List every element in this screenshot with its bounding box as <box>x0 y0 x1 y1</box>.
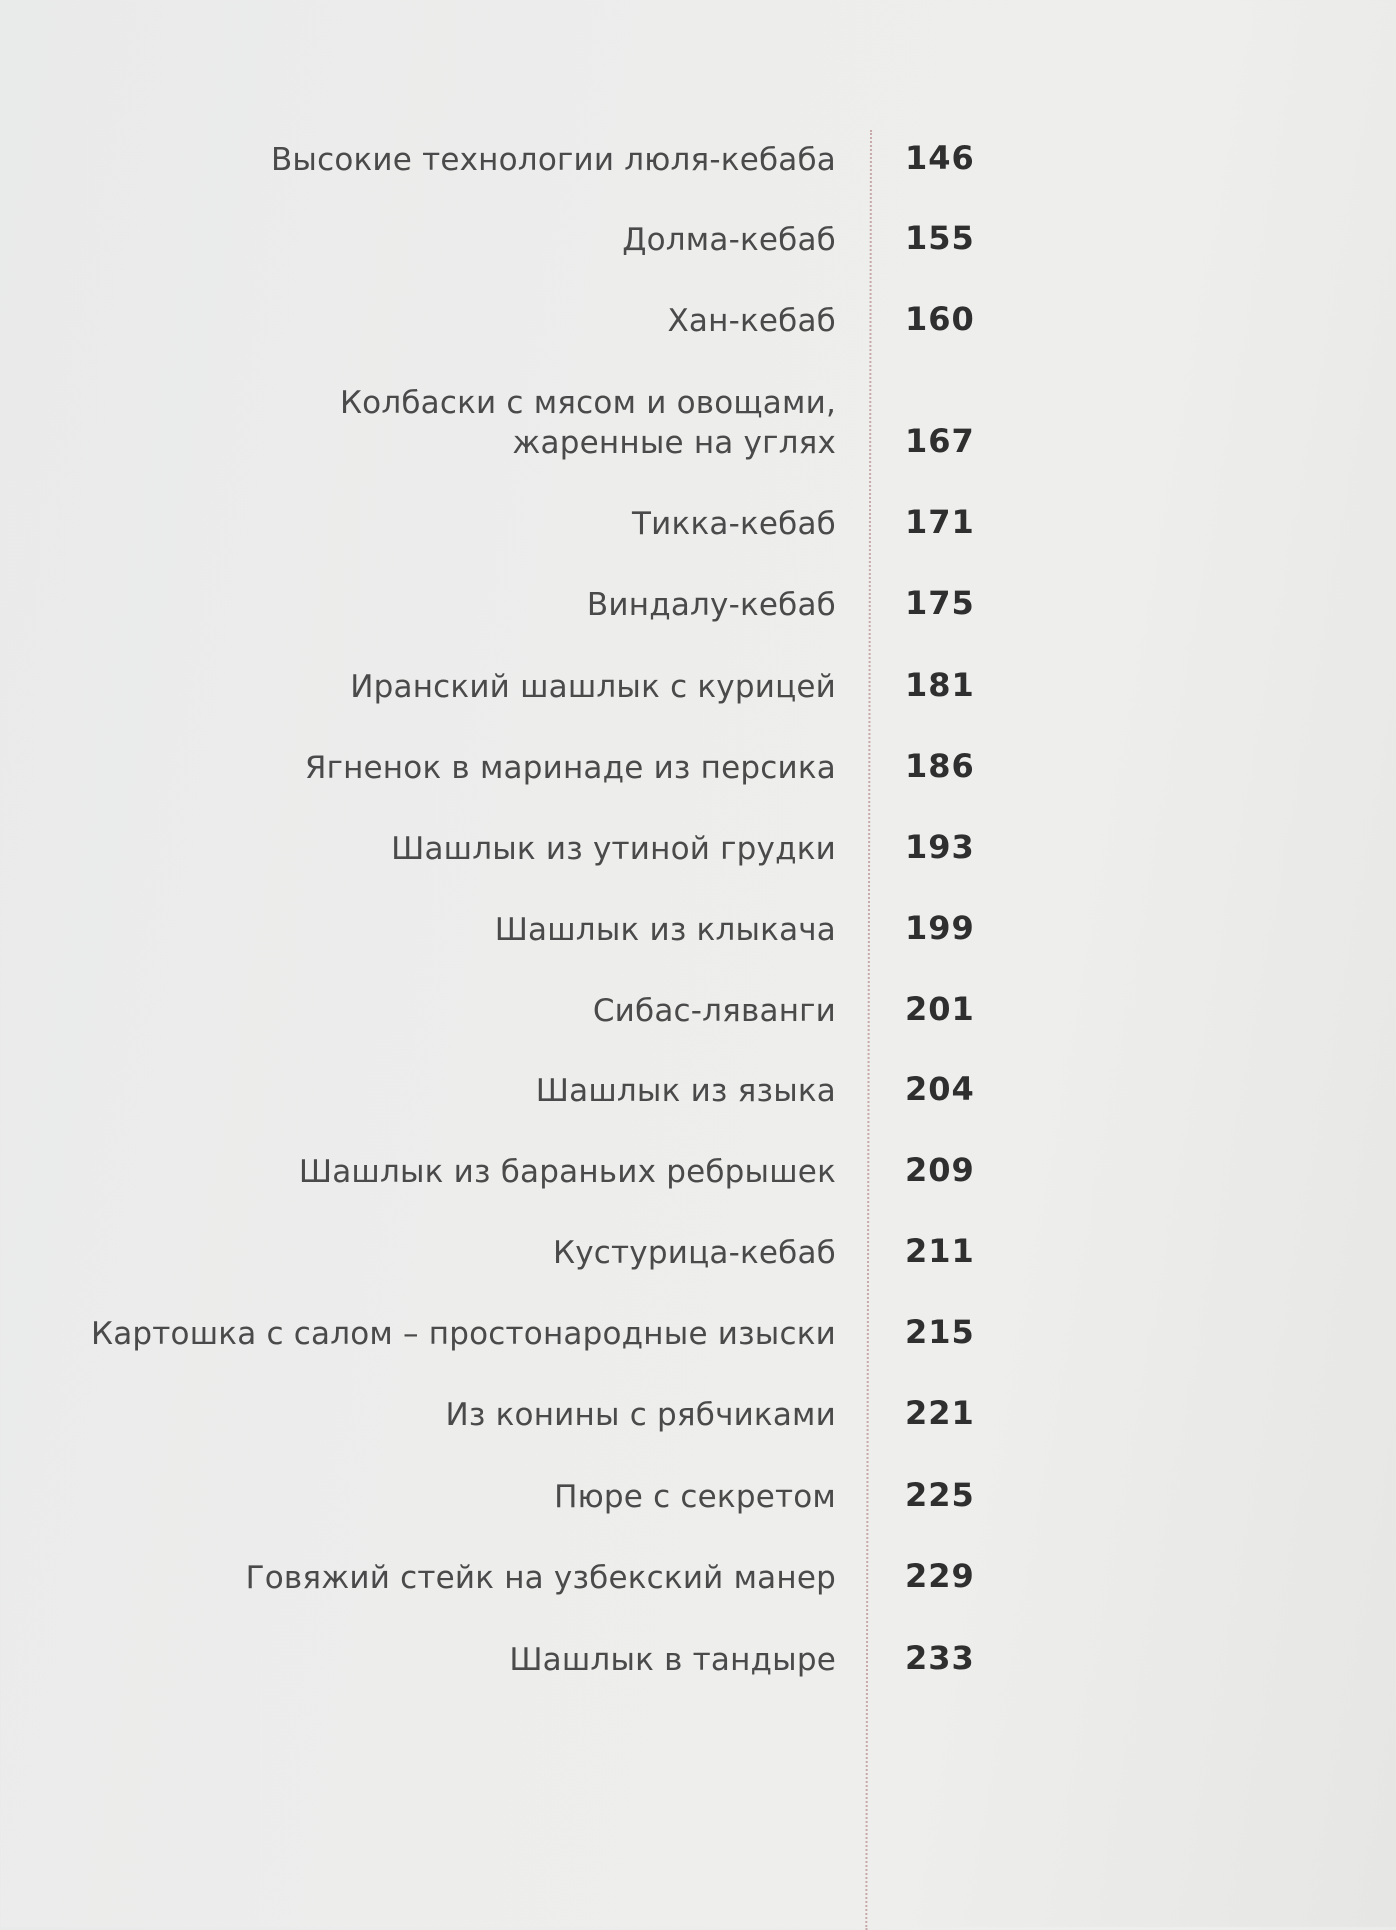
toc-entry-page: 181 <box>905 666 975 704</box>
toc-entry-title: Шашлык из языка <box>535 1073 836 1109</box>
toc-entry <box>0 383 1396 463</box>
toc-entry-title: Иранский шашлык с курицей <box>350 669 836 705</box>
toc-entry-title: Хан-кебаб <box>667 303 836 339</box>
toc-entry-page: 167 <box>905 422 975 460</box>
toc-entry-title: Пюре с секретом <box>554 1479 836 1515</box>
toc-entry-page: 175 <box>905 584 975 622</box>
toc-entry-page: 221 <box>905 1394 975 1432</box>
toc-entry-title: Высокие технологии люля-кебаба <box>270 142 836 178</box>
toc-entry-page: 211 <box>905 1232 975 1270</box>
toc-entry-title: Шашлык из клыкача <box>494 912 836 948</box>
toc-entry-page: 225 <box>905 1476 975 1514</box>
toc-entry <box>0 261 1396 341</box>
toc-entry <box>0 627 1396 707</box>
toc-entry-page: 204 <box>905 1070 975 1108</box>
toc-entry-title: Из конины с рябчиками <box>445 1397 836 1433</box>
toc-entry-page: 146 <box>905 139 975 177</box>
toc-entry-title: Колбаски с мясом и овощами, жаренные на углях <box>339 385 836 461</box>
toc-entry <box>0 1112 1396 1192</box>
toc-entry-page: 199 <box>905 909 975 947</box>
toc-entry-title: Шашлык в тандыре <box>509 1642 836 1678</box>
toc-entry <box>0 1518 1396 1598</box>
toc-entry-page: 186 <box>905 747 975 785</box>
toc-entry <box>0 1193 1396 1273</box>
toc-entry-page: 233 <box>905 1639 975 1677</box>
toc-entry-title: Тикка-кебаб <box>632 506 836 542</box>
toc-entry <box>0 1274 1396 1354</box>
toc-entry <box>0 708 1396 788</box>
toc-entry <box>0 545 1396 625</box>
toc-entry-page: 209 <box>905 1151 975 1189</box>
toc-entry-title: Кустурица-кебаб <box>553 1235 836 1271</box>
toc-entry <box>0 1600 1396 1680</box>
toc-entry-title: Долма-кебаб <box>622 222 836 258</box>
toc-entry <box>0 1031 1396 1111</box>
toc-entry <box>0 100 1396 180</box>
toc-entry-title: Шашлык из бараньих ребрышек <box>298 1154 836 1190</box>
toc-entry <box>0 789 1396 869</box>
toc-entry-title: Ягненок в маринаде из персика <box>304 750 836 786</box>
toc-entry <box>0 870 1396 950</box>
toc-entry-page: 215 <box>905 1313 975 1351</box>
toc-entry <box>0 1437 1396 1517</box>
toc-entry <box>0 1355 1396 1435</box>
toc-entry <box>0 951 1396 1031</box>
toc-entry <box>0 180 1396 260</box>
toc-entry-page: 160 <box>905 300 975 338</box>
toc-entry-title: Картошка с салом – простонародные изыски <box>91 1316 836 1352</box>
toc-entry-title: Сибас-ляванги <box>592 993 836 1029</box>
toc-entry-page: 155 <box>905 219 975 257</box>
toc-entry-title: Говяжий стейк на узбекский манер <box>245 1560 836 1596</box>
toc-entry-page: 229 <box>905 1557 975 1595</box>
toc-entry-page: 201 <box>905 990 975 1028</box>
toc-entry-page: 171 <box>905 503 975 541</box>
toc-entry-page: 193 <box>905 828 975 866</box>
toc-entry-title: Виндалу-кебаб <box>586 587 836 623</box>
toc-entry <box>0 464 1396 544</box>
toc-entry-title: Шашлык из утиной грудки <box>391 831 836 867</box>
